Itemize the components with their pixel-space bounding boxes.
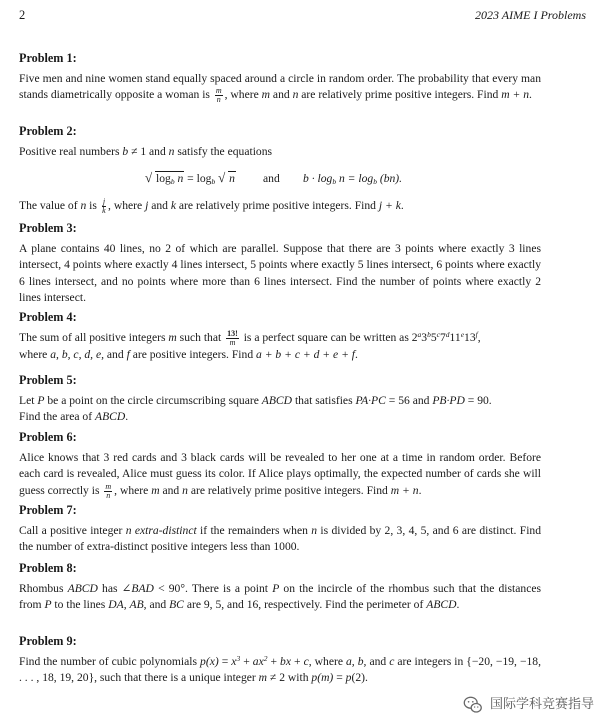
problem-text: Alice knows that 3 red cards and 3 black cards will be revealed to her one at a time in random order. Before each card is revealed, Alice must guess its color. If Alice plays optimally, the expected number of cards she will guess correctly is $\frac{m}{n}$ , where m and n are relatively prime positive integers. Find m + n. (19, 450, 541, 500)
equations (19, 168, 541, 192)
problem-text: Positive real numbers b ≠ 1 and n satisfy the equations (19, 144, 273, 158)
problem-text: Five men and nine women stand equally spaced around a circle in random order. The probability that every man stands diametrically opposite a woman is $\frac{m}{n}$ , where m and n are relatively prime positive integers. Find m + n. (19, 71, 541, 104)
fraction: $\frac{j}{k}$ (102, 197, 106, 215)
page-header (19, 7, 586, 25)
watermark-text: 国际学科竞赛指导 (489, 696, 594, 712)
wechat-icon (462, 694, 484, 716)
problem-4 (19, 309, 541, 363)
problem-text: Find the number of cubic polynomials $p(x) = x^3 + ax^2$ + bx + c, where a, b, and c are integers in {−20, −19, −18, . . . , 18, 19, 20}, such that there is a unique integer m ≠ 2 with p(m) = p(2). (19, 653, 541, 684)
prime-power-expression: 2$^a$3$^b$5$^c$7$^d$11e13$^f$ (411, 329, 478, 344)
page-number: 2 (19, 8, 26, 22)
running-title: 2023 AIME I Problems (475, 8, 586, 22)
equation-2: $b \cdot \log_b n = \log_b (bn)$. (303, 172, 403, 186)
fraction: $\frac{m}{n}$ (105, 481, 112, 500)
problem-7 (19, 502, 541, 556)
problem-title: Problem 6: (19, 430, 77, 444)
fraction: $\frac{m}{n}$ (215, 86, 222, 104)
problem-title: Problem 3: (19, 221, 77, 235)
problem-title: Problem 5: (19, 373, 77, 387)
problem-1 (19, 50, 541, 104)
problem-8 (19, 560, 541, 614)
problem-text-2: The value of n is $\frac{j}{k}$ , where j and k are relatively prime positive integers. Find j + k. (19, 197, 404, 215)
problem-3 (19, 220, 541, 307)
problem-title: Problem 9: (19, 634, 77, 648)
problem-5 (19, 372, 541, 426)
problem-2 (19, 123, 541, 215)
problem-9 (19, 633, 541, 687)
problem-text: Call a positive integer n extra-distinct if the remainders when n is divided by 2, 3, 4, 5, and 6 are distinct. Find the number of extra-distinct positive integers less than 1000. (19, 523, 542, 553)
equation-conjunction: and (263, 172, 280, 185)
problem-title: Problem 2: (19, 124, 77, 138)
problem-title: Problem 8: (19, 561, 77, 575)
watermark (462, 694, 594, 716)
equation-1: √ $\log_b n = \log_b$ √ n (145, 170, 235, 186)
problem-text: A plane contains 40 lines, no 2 of which are parallel. Suppose that there are 3 points where exactly 3 lines intersect, 4 points where exactly 4 lines intersect, 5 points where exactly 5 lines intersect, 6 points where exactly 6 lines intersect, and no points where more than 6 lines intersect. Find the number of points where exactly 2 lines intersect. (19, 241, 541, 304)
problem-title: Problem 4: (19, 310, 77, 324)
problem-6 (19, 429, 541, 500)
problem-title: Problem 1: (19, 51, 77, 65)
problem-text: Rhombus ABCD has ∠BAD < 90°. There is a point P on the incircle of the rhombus such that the distances from P to the lines DA, AB, and BC are 9, 5, and 16, respectively. Find the perimeter of ABCD. (19, 581, 542, 611)
problem-title: Problem 7: (19, 503, 77, 517)
fraction: $\frac{13!}{m}$ (227, 328, 238, 347)
problem-text: Let P be a point on the circle circumscribing square ABCD that satisfies PA·PC = 56 and PB·PD = 90. Find the area of ABCD. (19, 393, 492, 423)
problem-text: The sum of all positive integers m such that $\frac{13!}{m}$ is a perfect square can be written as 2$^a$3$^b$5$^c$7$^d$11e13$^f$, where a, b, c, d, e, and f are positive integers. Find a + b + c + d + e + f. (19, 328, 481, 361)
